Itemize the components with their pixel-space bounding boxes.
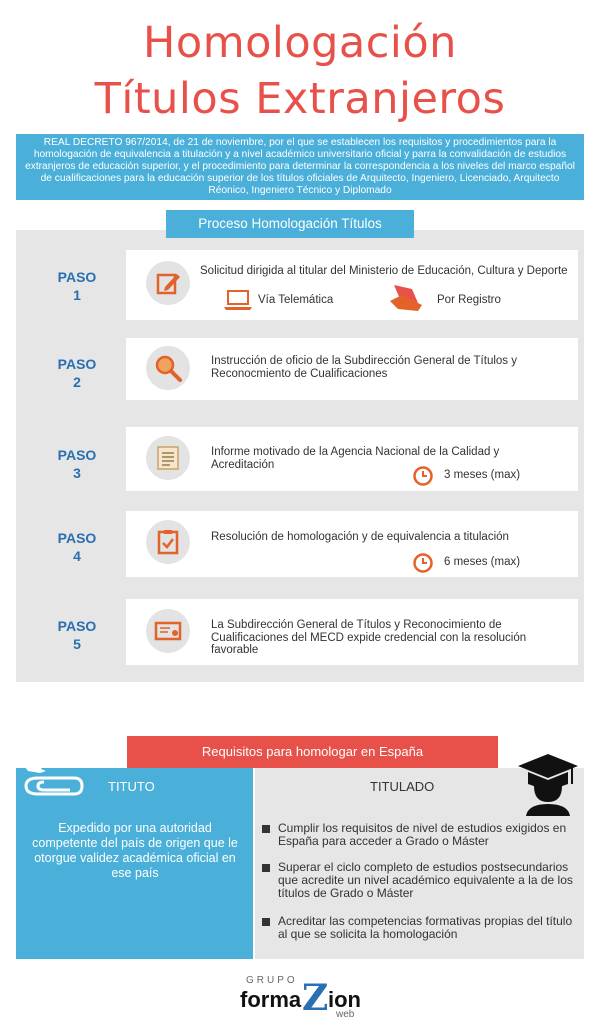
clock-icon: [412, 465, 434, 487]
document-list-icon: [146, 436, 190, 480]
step-number: 2: [73, 374, 81, 390]
titulado-item-3: Acreditar las competencias formativas propias del título al que se solicita la homologación: [260, 915, 580, 941]
titulo-text: Expedido por una autoridad competente del país de origen que le otorgue validez académica oficial en ese país: [32, 821, 238, 880]
step-3-label: [42, 446, 112, 482]
clipboard-check-icon: [146, 520, 190, 564]
step-1-text: Solicitud dirigida al titular del Ministerio de Educación, Cultura y Deporte: [200, 265, 568, 277]
logo-grupo: GRUPO: [246, 975, 298, 986]
grupo-formazion-logo: [240, 975, 380, 1020]
logo-z: Z: [302, 977, 329, 1019]
decree-text: REAL DECRETO 967/2014, de 21 de noviembre, por el que se establecen los requisitos y procedimientos para la homologación de equivalencia a titulación y a nivel académico universitario oficial y parra la convalidación de estudios extranjeros de educación superior, y el procedimiento para determinar la correspondencia a los niveles del marco español de cualificaciones para la educación superior de los títulos oficiales de Arquitecto, Ingeniero, Licenciado, Arquitecto Réonico, Ingeniero Técnico y Diplomado: [16, 134, 584, 200]
step-4-text: Resolución de homologación y de equivalencia a titulación: [211, 531, 509, 543]
step-word: PASO: [57, 618, 97, 634]
logo-forma: forma: [240, 987, 302, 1012]
step-2-label: [42, 355, 112, 391]
logo-web: web: [336, 1009, 355, 1020]
process-title: Proceso Homologación Títulos: [166, 210, 414, 238]
step-number: 5: [73, 636, 81, 652]
step-4-label: [42, 529, 112, 565]
clock-icon: [412, 552, 434, 574]
page-title-line-2: Títulos Extranjeros: [94, 74, 506, 124]
option-telematica: Vía Telemática: [258, 294, 334, 306]
step-word: PASO: [57, 269, 97, 285]
step-number: 3: [73, 465, 81, 481]
titulado-item-1: Cumplir los requisitos de nivel de estudios exigidos en España para acceder a Grado o Máster: [260, 822, 580, 848]
step-word: PASO: [57, 447, 97, 463]
hand-document-icon: [388, 283, 428, 313]
step-word: PASO: [57, 530, 97, 546]
step-word: PASO: [57, 356, 97, 372]
step-3-text: Informe motivado de la Agencia Nacional de la Calidad y Acreditación: [211, 446, 500, 471]
logo-ion: ion: [328, 987, 361, 1012]
certificate-icon: [146, 609, 190, 653]
laptop-icon: [223, 288, 253, 312]
page-title-line-1: Homologación: [143, 18, 457, 68]
step-5-label: [42, 617, 112, 653]
step-2-text: Instrucción de oficio de la Subdirección General de Títulos y Reconocmiento de Cualificaciones: [211, 355, 517, 380]
step-4-duration: 6 meses (max): [444, 556, 521, 568]
step-1-label: [42, 268, 112, 304]
requirements-title: Requisitos para homologar en España: [127, 736, 498, 768]
step-number: 4: [73, 548, 81, 564]
titulo-heading: TITUTO: [108, 779, 155, 794]
step-number: 1: [73, 287, 81, 303]
graduate-icon: [514, 750, 580, 816]
titulado-item-2: Superar el ciclo completo de estudios postsecundarios que acredite un nivel académico equivalente a la de los títulos de Grado o Máster: [260, 861, 580, 900]
titulado-heading: TITULADO: [370, 779, 435, 794]
step-3-duration: 3 meses (max): [444, 469, 521, 481]
step-1-card: [126, 250, 578, 320]
pencil-edit-icon: [146, 261, 190, 305]
step-5-text: La Subdirección General de Títulos y Reconocimiento de Cualificaciones del MECD expide credencial con la resolución favorable: [211, 619, 527, 656]
magnifier-icon: [146, 346, 190, 390]
option-registro: Por Registro: [437, 294, 501, 306]
diploma-scroll-icon: [20, 760, 90, 798]
